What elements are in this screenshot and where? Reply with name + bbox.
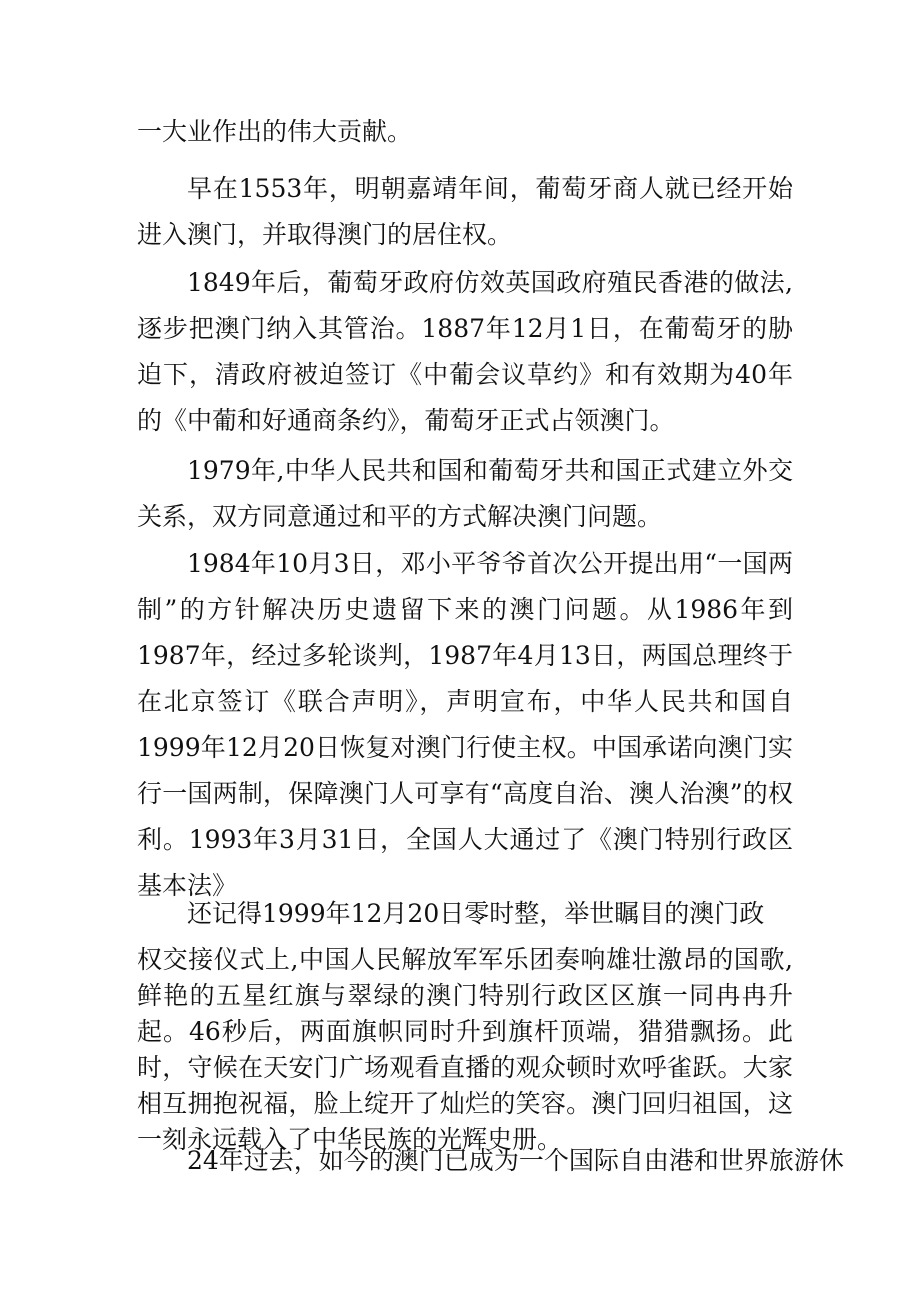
paragraph-3: 1849年后，葡萄牙政府仿效英国政府殖民香港的做法,逐步把澳门纳入其管治。1887年12月1日，在葡萄牙的胁迫下，清政府被迫签订《中葡会议草约》和有效期为40年的《中葡和好通商条约》，葡萄牙正式占领澳门。 xyxy=(137,268,793,435)
paragraph-1: 一大业作出的伟大贡献。 xyxy=(137,117,413,146)
paragraph-7: 24年过去，如今的澳门已成为一个国际自由港和世界旅游休 xyxy=(187,1146,844,1175)
paragraph-5: 1984年10月3日，邓小平爷爷首次公开提出用“一国两制”的方针解决历史遗留下来的澳门问题。从1986年到1987年，经过多轮谈判，1987年4月13日，两国总理终于在北京签订《联合声明》，声明宣布，中华人民共和国自1999年12月20日恢复对澳门行使主权。中国承诺向澳门实行一国两制，保障澳门人可享有“高度自治、澳人治澳”的权利。1993年3月31日，全国人大通过了《澳门特别行政区基本法》 xyxy=(137,549,793,900)
paragraph-2: 早在1553年，明朝嘉靖年间，葡萄牙商人就已经开始进入澳门，并取得澳门的居住权。 xyxy=(137,174,793,249)
paragraph-6-continuation: 权交接仪式上,中国人民解放军军乐团奏响雄壮激昂的国歌,鲜艳的五星红旗与翠绿的澳门特别行政区区旗一同冉冉升起。46秒后，两面旗帜同时升到旗杆顶端，猎猎飘扬。此时，守候在天安门广场观看直播的观众顿时欢呼雀跃。大家相互拥抱祝福，脸上绽开了灿烂的笑容。澳门回归祖国，这一刻永远载入了中华民族的光辉史册。 xyxy=(137,945,793,1154)
paragraph-4: 1979年,中华人民共和国和葡萄牙共和国正式建立外交关系，双方同意通过和平的方式解决澳门问题。 xyxy=(137,456,793,531)
paragraph-6-first-line: 还记得1999年12月20日零时整，举世瞩目的澳门政 xyxy=(187,899,765,928)
